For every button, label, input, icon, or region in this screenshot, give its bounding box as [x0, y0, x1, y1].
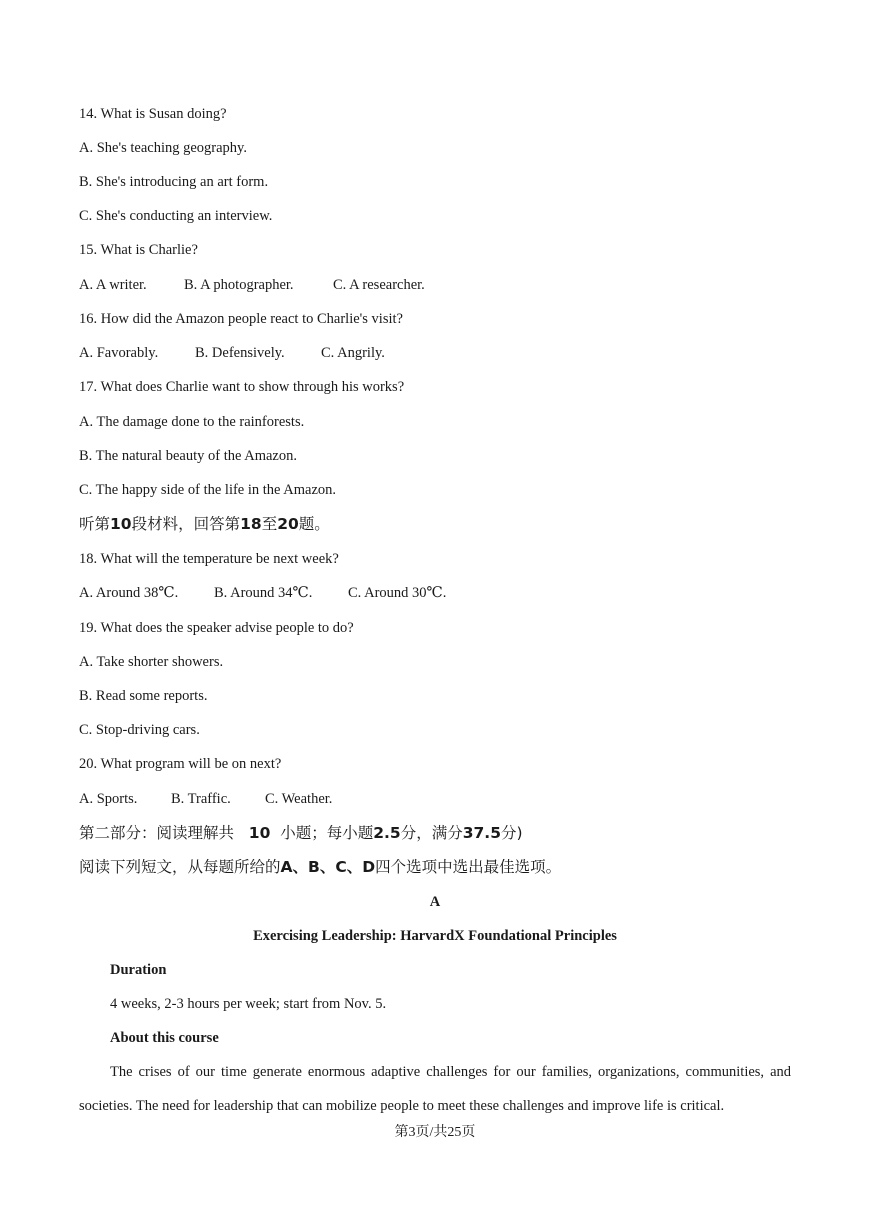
q19-option-c: C. Stop-driving cars.	[79, 722, 200, 738]
duration-heading: Duration	[110, 962, 167, 978]
question-14: 14. What is Susan doing?	[79, 106, 227, 122]
q20-option-c: C. Weather.	[265, 791, 333, 807]
page-number: 第3页/共25页	[394, 1125, 476, 1140]
q15-option-b: B. A photographer.	[184, 277, 294, 293]
question-20: 20. What program will be on next?	[79, 756, 282, 772]
q20-option-b: B. Traffic.	[171, 791, 231, 807]
about-paragraph: The crises of our time generate enormous adaptive challenges for our families, organizations, communities, and societies. The need for leadership that can mobilize people to meet these challenges and improve life is critical.	[79, 1064, 791, 1114]
q17-option-b: B. The natural beauty of the Amazon.	[79, 448, 297, 464]
q17-option-c: C. The happy side of the life in the Amazon.	[79, 482, 337, 498]
passage-title: Exercising Leadership: HarvardX Foundational Principles	[253, 928, 617, 944]
q18-options	[79, 584, 446, 602]
q18-option-b: B. Around 34℃.	[214, 585, 313, 601]
q18-option-a: A. Around 38℃.	[79, 585, 179, 601]
q16-options	[79, 344, 385, 362]
question-15: 15. What is Charlie?	[79, 242, 198, 258]
q19-option-a: A. Take shorter showers.	[79, 654, 224, 670]
q16-option-c: C. Angrily.	[321, 345, 385, 361]
section-10-heading: 听第10段材料，回答第18至20题。	[79, 515, 330, 533]
q14-option-c: C. She's conducting an interview.	[79, 208, 273, 224]
q16-option-b: B. Defensively.	[195, 345, 285, 361]
question-16: 16. How did the Amazon people react to Charlie's visit?	[79, 311, 403, 327]
part-two-heading: 第二部分：阅读理解共 10 小题；每小题2.5分，满分37.5分)	[79, 824, 523, 842]
q19-option-b: B. Read some reports.	[79, 688, 208, 704]
question-18: 18. What will the temperature be next week?	[79, 551, 339, 567]
q14-option-a: A. She's teaching geography.	[79, 140, 247, 156]
passage-letter: A	[429, 894, 441, 910]
about-heading: About this course	[110, 1030, 219, 1046]
q15-option-a: A. A writer.	[79, 277, 147, 293]
q18-option-c: C. Around 30℃.	[348, 585, 447, 601]
q15-option-c: C. A researcher.	[333, 277, 425, 293]
question-19: 19. What does the speaker advise people to do?	[79, 620, 354, 636]
duration-text: 4 weeks, 2-3 hours per week; start from Nov. 5.	[110, 996, 387, 1012]
question-17: 17. What does Charlie want to show through his works?	[79, 379, 405, 395]
q15-options	[79, 276, 425, 294]
q14-option-b: B. She's introducing an art form.	[79, 174, 269, 190]
q20-option-a: A. Sports.	[79, 791, 138, 807]
q16-option-a: A. Favorably.	[79, 345, 159, 361]
q20-options	[79, 790, 332, 808]
q17-option-a: A. The damage done to the rainforests.	[79, 414, 305, 430]
reading-instruction: 阅读下列短文，从每题所给的A、B、C、D四个选项中选出最佳选项。	[79, 858, 562, 876]
